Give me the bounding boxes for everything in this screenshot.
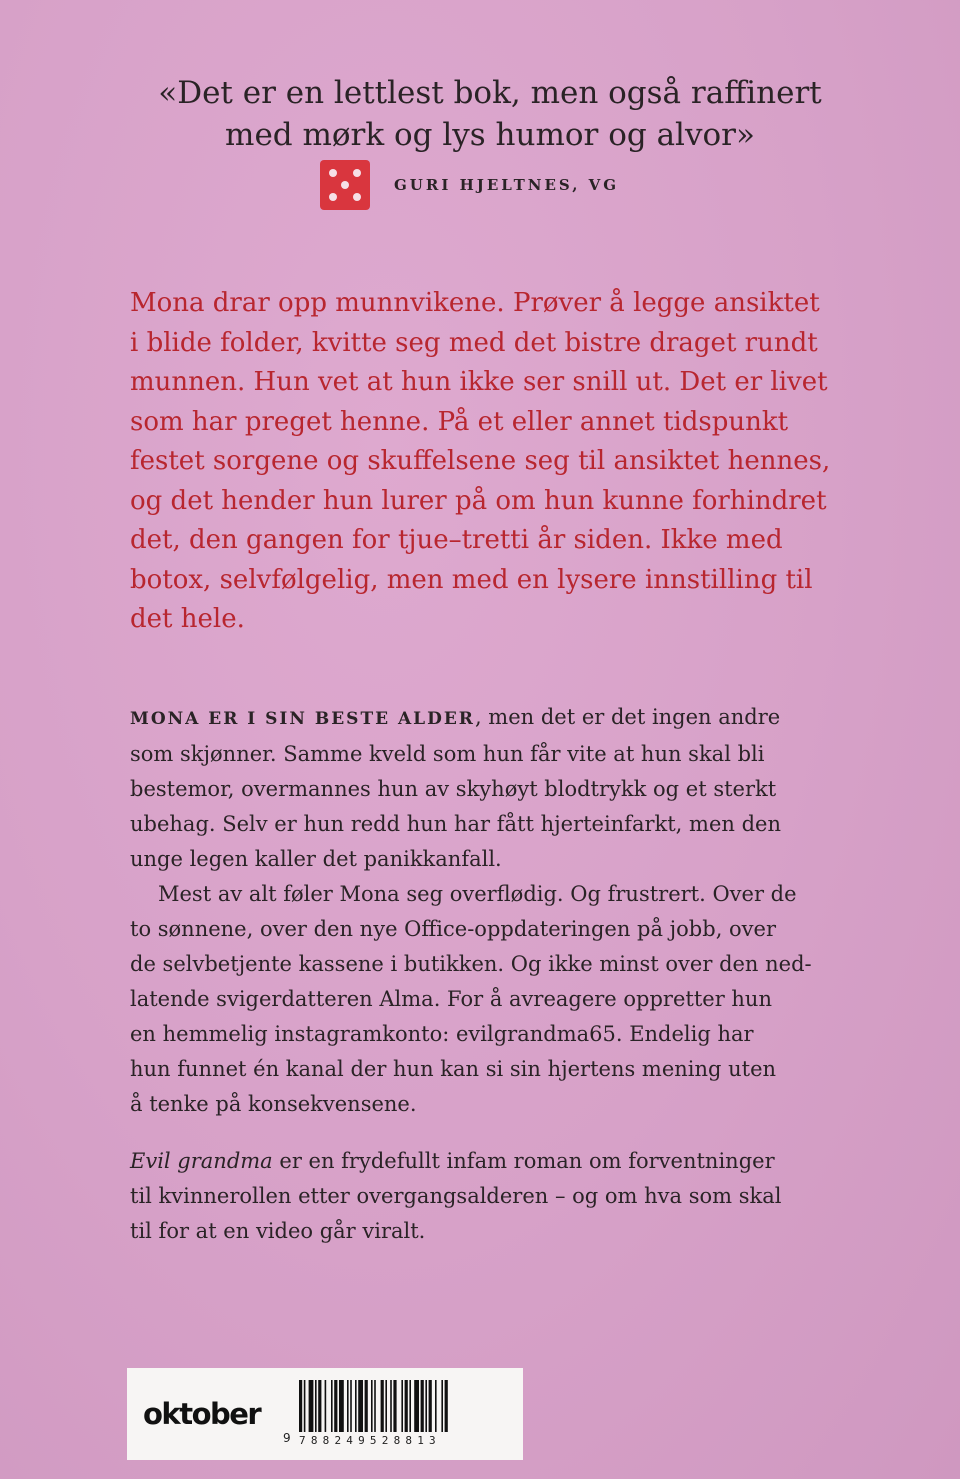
barcode-bar — [435, 1380, 437, 1432]
barcode-bar — [299, 1380, 302, 1432]
barcode-bar — [393, 1380, 396, 1432]
isbn-digits: 788249528813 — [299, 1434, 441, 1447]
barcode-bar — [339, 1380, 344, 1432]
barcode-bar — [381, 1380, 384, 1432]
barcode-bar — [331, 1380, 333, 1432]
text-line: det hele. — [130, 604, 245, 634]
barcode-bar — [405, 1380, 408, 1432]
book-description — [130, 700, 860, 1249]
barcode-bar — [385, 1380, 387, 1432]
barcode — [297, 1380, 507, 1432]
text-line: til kvinnerollen etter overgangsalderen – og om hva som skal — [130, 1184, 782, 1208]
barcode-bar — [315, 1380, 317, 1432]
description-paragraph-2 — [130, 877, 860, 1122]
text-line: bestemor, overmannes hun av skyhøyt blodtrykk og et sterkt — [130, 777, 777, 801]
text-line: unge legen kaller det panikkanfall. — [130, 847, 502, 871]
barcode-bar — [318, 1380, 321, 1432]
text-line: de selvbetjente kassene i butikken. Og ikke minst over den ned- — [130, 952, 812, 976]
text-line: det, den gangen for tjue–tretti år siden. Ikke med — [130, 525, 783, 555]
description-text: , men det er det ingen andre — [474, 705, 781, 729]
text-line: latende svigerdatteren Alma. For å avreagere oppretter hun — [130, 987, 772, 1011]
text-line: to sønnene, over den nye Office-oppdateringen på jobb, over — [130, 917, 777, 941]
barcode-bar — [325, 1380, 327, 1432]
description-line — [130, 700, 860, 737]
barcode-bar — [441, 1380, 443, 1432]
text-line: til for at en video går viralt. — [130, 1219, 426, 1243]
barcode-bar — [445, 1380, 448, 1432]
publisher-logo: oktober — [143, 1397, 261, 1431]
barcode-bar — [371, 1380, 373, 1432]
review-attribution — [320, 160, 619, 210]
barcode-bar — [355, 1380, 357, 1432]
text-line: i blide folder, kvitte seg med det bistre draget rundt — [130, 327, 818, 358]
barcode-bar — [358, 1380, 363, 1432]
text-line: som skjønner. Samme kveld som hun får vite at hun skal bli — [130, 742, 765, 766]
text-line: Mest av alt føler Mona seg overflødig. Og frustrert. Over de — [158, 882, 797, 906]
barcode-bar — [421, 1380, 424, 1432]
description-text: er en frydefullt infam roman om forventninger — [272, 1149, 775, 1173]
barcode-label — [127, 1368, 523, 1460]
barcode-bar — [334, 1380, 337, 1432]
text-line: som har preget henne. På et eller annet tidspunkt — [130, 406, 789, 437]
book-title: Evil grandma — [130, 1149, 273, 1173]
text-line: Mona drar opp munnvikene. Prøver å legge ansiktet — [130, 288, 820, 318]
barcode-bar — [414, 1380, 419, 1432]
barcode-bar — [347, 1380, 349, 1432]
quote-line: «Det er en lettlest bok, men også raffinert — [158, 75, 822, 111]
text-line: ubehag. Selv er hun redd hun har fått hjerteinfarkt, men den — [130, 812, 781, 836]
text-line: en hemmelig instagramkonto: evilgrandma65. Endelig har — [130, 1022, 754, 1046]
excerpt-paragraph — [130, 284, 850, 640]
barcode-bar — [304, 1380, 306, 1432]
barcode-bar — [409, 1380, 411, 1432]
text-line: hun funnet én kanal der hun kan si sin hjertens mening uten — [130, 1057, 777, 1081]
description-line — [130, 1144, 860, 1179]
text-line: og det hender hun lurer på om hun kunne forhindret — [130, 485, 827, 516]
isbn-prefix: 9 — [283, 1431, 291, 1445]
dice-six-icon — [320, 160, 370, 210]
text-line: festet sorgene og skuffelsene seg til ansiktet hennes, — [130, 446, 831, 476]
description-paragraph-3 — [130, 1179, 860, 1249]
description-lead: MONA ER I SIN BESTE ALDER — [130, 709, 475, 729]
text-line: botox, selvfølgelig, men med en lysere innstilling til — [130, 564, 813, 595]
barcode-bar — [365, 1380, 368, 1432]
barcode-bar — [374, 1380, 376, 1432]
press-quote — [120, 72, 860, 156]
text-line: munnen. Hun vet at hun ikke ser snill ut. Det er livet — [130, 367, 828, 397]
quote-line: med mørk og lys humor og alvor» — [225, 117, 755, 153]
barcode-bar — [390, 1380, 392, 1432]
barcode-bar — [350, 1380, 352, 1432]
text-line: å tenke på konsekvensene. — [130, 1092, 417, 1116]
reviewer-name: GURI HJELTNES, VG — [394, 176, 620, 194]
barcode-bar — [425, 1380, 427, 1432]
barcode-bar — [401, 1380, 403, 1432]
barcode-bar — [309, 1380, 314, 1432]
barcode-bar — [429, 1380, 432, 1432]
description-paragraph-1 — [130, 737, 860, 877]
